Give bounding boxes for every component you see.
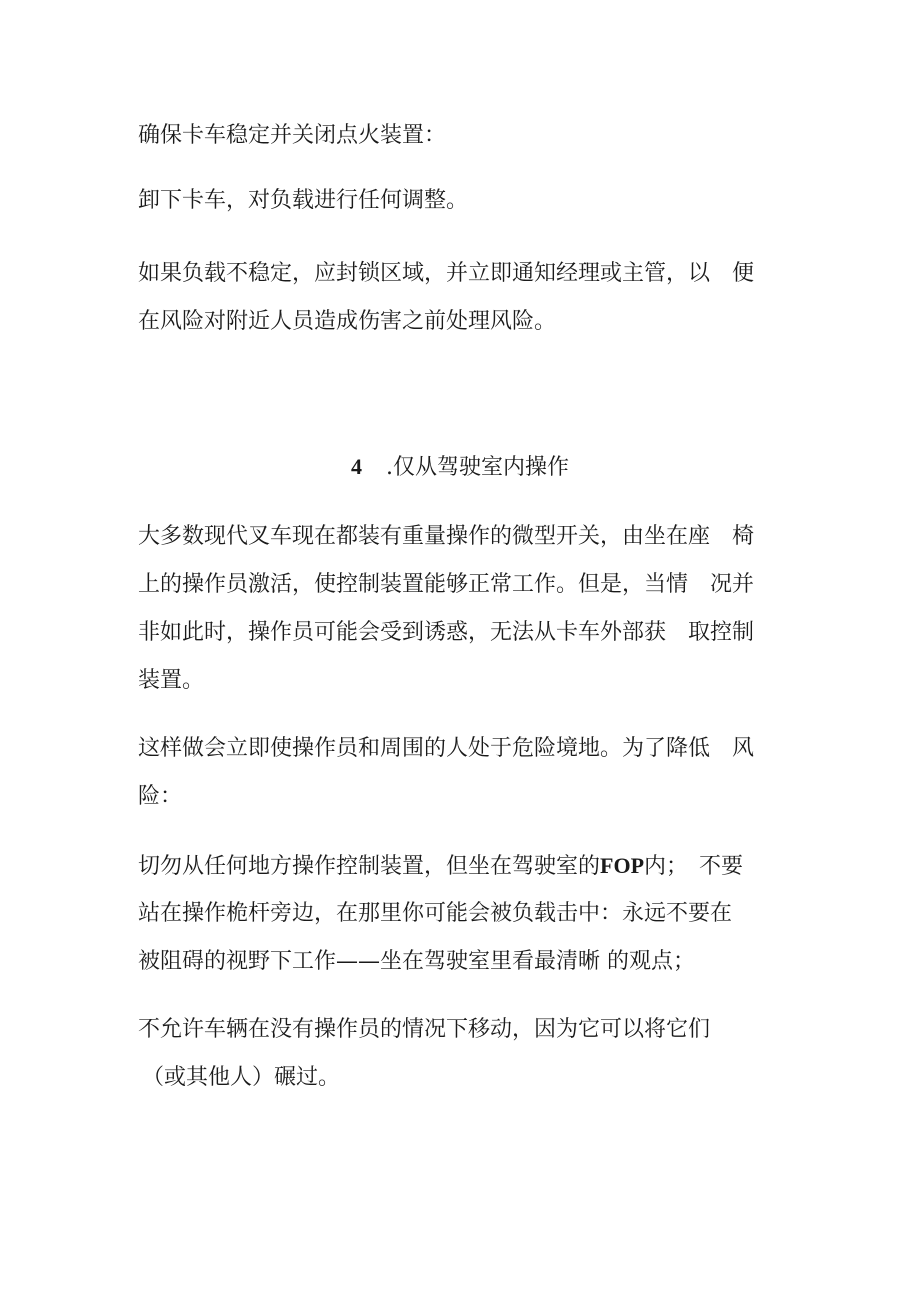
section-title: .仅从驾驶室内操作 <box>386 455 569 480</box>
text-line: 大多数现代叉车现在都装有重量操作的微型开关，由坐在座 椅 <box>138 524 755 549</box>
text-line: （或其他人）碾过。 <box>142 1065 341 1090</box>
paragraph-stabilize-truck <box>138 112 788 160</box>
text-line: 这样做会立即使操作员和周围的人处于危险境地。为了降低 风 <box>138 736 755 761</box>
text-segment: 内； 不要 <box>644 854 744 879</box>
text-line: 装置。 <box>138 668 205 693</box>
text-segment: 切勿从任何地方操作控制装置，但坐在驾驶室的 <box>138 854 601 879</box>
paragraph-vehicle-movement <box>138 1006 788 1102</box>
text-line: 上的操作员激活，使控制装置能够正常工作。但是，当情 况并 <box>138 572 755 597</box>
paragraph-operate-from-cab <box>138 842 788 986</box>
text-line: 不允许车辆在没有操作员的情况下移动，因为它可以将它们 <box>138 1017 711 1042</box>
text-line: 卸下卡车，对负载进行任何调整。 <box>138 188 469 213</box>
text-line: 险： <box>138 784 183 809</box>
text-line: 在风险对附近人员造成伤害之前处理风险。 <box>138 309 557 334</box>
text-line <box>138 842 788 890</box>
section-number: 4 <box>351 454 362 479</box>
paragraph-unload-truck <box>138 177 788 225</box>
paragraph-micro-switch <box>138 513 788 705</box>
text-line: 非如此时，操作员可能会受到诱惑，无法从卡车外部获 取控制 <box>138 620 755 645</box>
section-heading <box>0 447 920 488</box>
paragraph-unstable-load <box>138 250 788 346</box>
text-line: 确保卡车稳定并关闭点火装置： <box>138 123 447 148</box>
paragraph-danger <box>138 725 788 821</box>
text-line: 被阻碍的视野下工作——坐在驾驶室里看最清晰 的观点； <box>138 949 695 974</box>
fop-term: FOP <box>600 853 645 878</box>
text-line: 站在操作桅杆旁边，在那里你可能会被负载击中：永远不要在 <box>138 901 733 926</box>
text-line: 如果负载不稳定，应封锁区域，并立即通知经理或主管，以 便 <box>138 261 755 286</box>
